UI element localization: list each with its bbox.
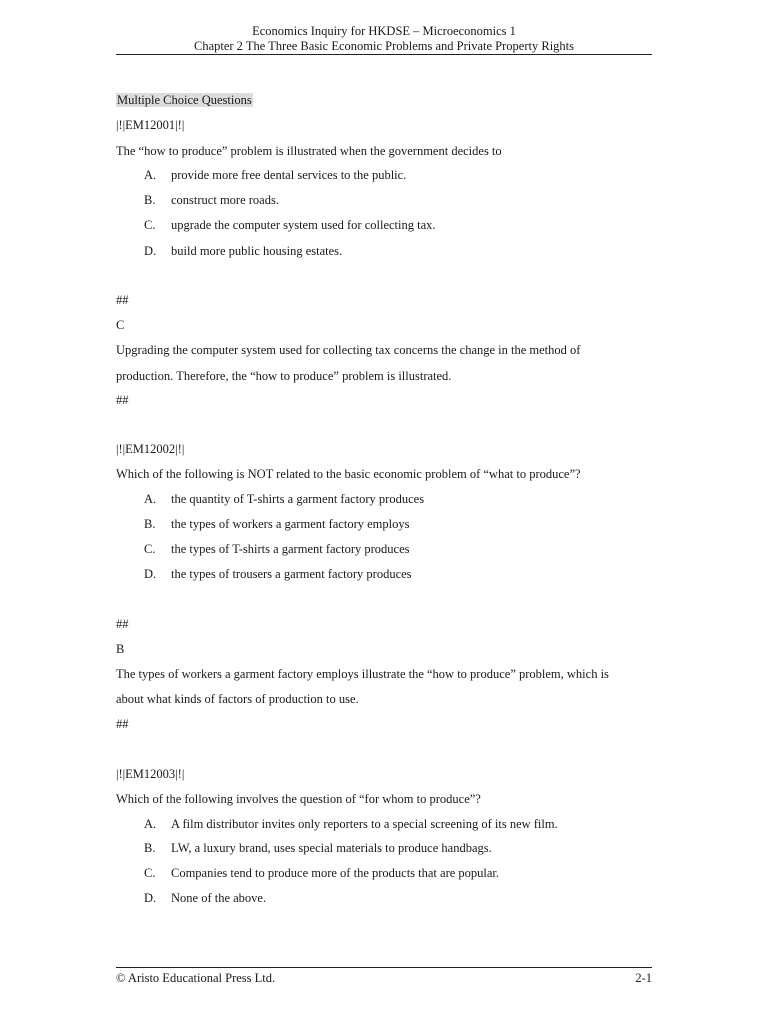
question-3-option-c-text: Companies tend to produce more of the products that are popular.	[171, 866, 500, 880]
question-2-option-b-letter: B.	[144, 517, 156, 531]
question-2-answer: B	[116, 642, 125, 656]
question-1-explanation-line-1: Upgrading the computer system used for collecting tax concerns the change in the method of	[116, 343, 581, 357]
question-3-option-a-text: A film distributor invites only reporters to a special screening of its new film.	[171, 817, 558, 831]
question-2-stem: Which of the following is NOT related to the basic economic problem of “what to produce”?	[116, 467, 581, 481]
question-1-option-c-letter: C.	[144, 218, 156, 232]
question-1-option-b-text: construct more roads.	[171, 193, 279, 207]
question-1-option-b-letter: B.	[144, 193, 156, 207]
question-2-option-b-text: the types of workers a garment factory employs	[171, 517, 410, 531]
question-3-id: |!|EM12003|!|	[116, 767, 185, 781]
question-2-option-d-text: the types of trousers a garment factory produces	[171, 567, 412, 581]
question-2-option-c-letter: C.	[144, 542, 156, 556]
question-1-stem: The “how to produce” problem is illustrated when the government decides to	[116, 144, 502, 158]
question-2-option-d-letter: D.	[144, 567, 157, 581]
question-2-explanation-line-2: about what kinds of factors of production to use.	[116, 692, 359, 706]
header-rule	[116, 54, 652, 55]
question-1-answer: C	[116, 318, 125, 332]
question-1-option-a-letter: A.	[144, 168, 157, 182]
question-2-separator-open: ##	[116, 617, 129, 631]
question-2-option-c-text: the types of T-shirts a garment factory produces	[171, 542, 410, 556]
question-1-explanation-line-2: production. Therefore, the “how to produce” problem is illustrated.	[116, 369, 452, 383]
footer-page-number: 2-1	[635, 971, 652, 985]
question-1-separator-open: ##	[116, 293, 129, 307]
question-2-option-a-letter: A.	[144, 492, 157, 506]
question-3-option-b-letter: B.	[144, 841, 156, 855]
question-1-separator-close: ##	[116, 393, 129, 407]
question-3-option-d-letter: D.	[144, 891, 157, 905]
footer-rule	[116, 967, 652, 968]
question-2-option-a-text: the quantity of T-shirts a garment factory produces	[171, 492, 425, 506]
section-title: Multiple Choice Questions	[117, 93, 252, 107]
question-3-option-a-letter: A.	[144, 817, 157, 831]
header-book-title: Economics Inquiry for HKDSE – Microeconomics 1	[252, 24, 516, 38]
question-3-stem: Which of the following involves the question of “for whom to produce”?	[116, 792, 481, 806]
header-chapter-title: Chapter 2 The Three Basic Economic Problems and Private Property Rights	[193, 39, 575, 53]
question-3-option-b-text: LW, a luxury brand, uses special materials to produce handbags.	[171, 841, 492, 855]
question-2-id: |!|EM12002|!|	[116, 442, 185, 456]
question-1-option-d-letter: D.	[144, 244, 157, 258]
question-1-option-d-text: build more public housing estates.	[171, 244, 343, 258]
footer-publisher: © Aristo Educational Press Ltd.	[116, 971, 276, 985]
question-1-option-c-text: upgrade the computer system used for collecting tax.	[171, 218, 436, 232]
question-1-id: |!|EM12001|!|	[116, 118, 185, 132]
question-2-explanation-line-1: The types of workers a garment factory employs illustrate the “how to produce” problem, which is	[116, 667, 609, 681]
question-3-option-c-letter: C.	[144, 866, 156, 880]
question-2-separator-close: ##	[116, 717, 129, 731]
question-3-option-d-text: None of the above.	[171, 891, 267, 905]
question-1-option-a-text: provide more free dental services to the public.	[171, 168, 407, 182]
